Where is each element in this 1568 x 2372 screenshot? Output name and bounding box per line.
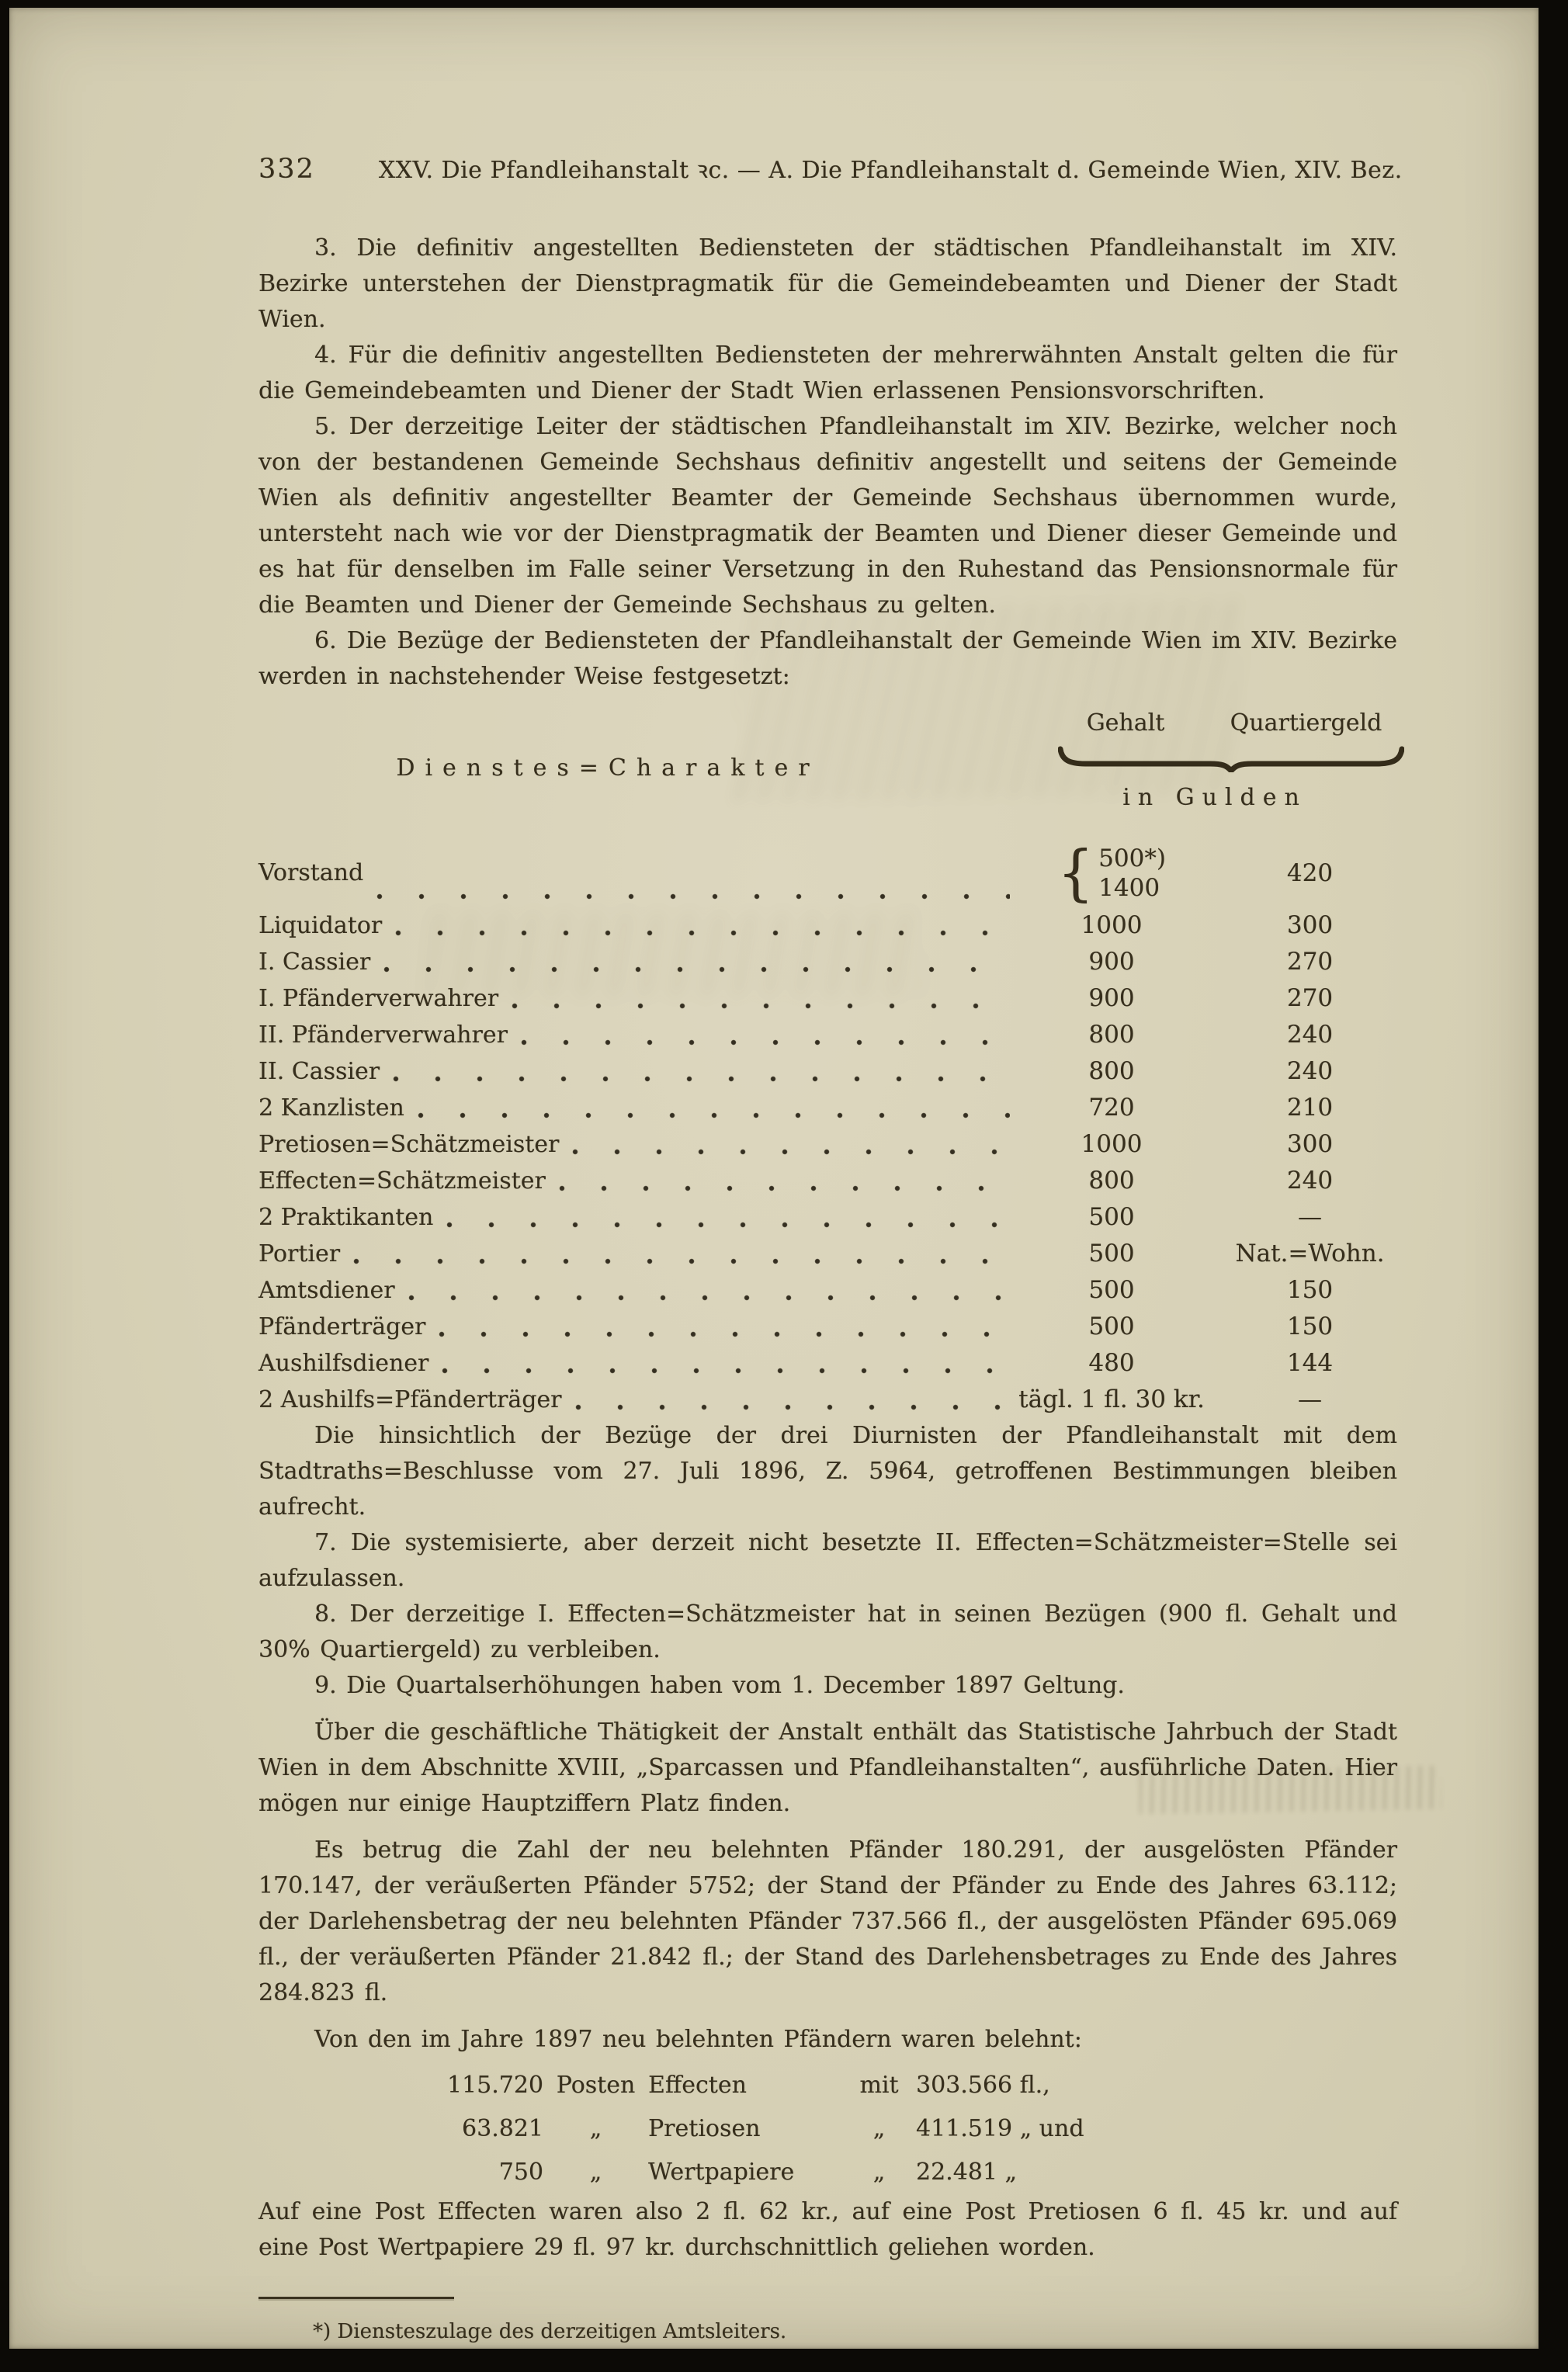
quartiergeld-cell: 240: [1286, 1021, 1334, 1049]
belehnt-list: [258, 2064, 1397, 2194]
row-title: I. Pfänderverwahrer: [258, 985, 499, 1012]
row-title: 2 Aushilfs=Pfänderträger: [258, 1386, 562, 1413]
gehalt-cell: 720: [1088, 1094, 1135, 1122]
dot-leader: [558, 1184, 1010, 1193]
salary-table-rows: [258, 839, 1397, 1418]
table-row: [258, 1309, 1397, 1345]
row-title: Liquidator: [258, 912, 383, 939]
table-row: [258, 1163, 1397, 1199]
quartiergeld-cell: 210: [1286, 1094, 1334, 1122]
paragraph-6: 6. Die Bezüge der Bediensteten der Pfandleihanstalt der Gemeinde Wien im XIV. Bezirke werden in nachstehender Weise festgesetzt:: [258, 627, 1397, 690]
belehnt-amount: 303.566 fl.,: [916, 2072, 1050, 2099]
quartiergeld-cell: 420: [1286, 859, 1334, 887]
running-header: [258, 151, 1403, 189]
row-title: Pretiosen=Schätzmeister: [258, 1131, 560, 1158]
underbrace-glyph: [1058, 744, 1404, 772]
paragraph-5: 5. Der derzeitige Leiter der städtischen Pfandleihanstalt im XIV. Bezirke, welcher noch von der bestandenen Gemeinde Sechshaus definitiv angestellt und seitens der Gemeinde Wien als definitiv angestellter Beamter der Gemeinde Sechshaus übernommen wurde, untersteht nach wie vor der Dienstpragmatik der Beamten und Diener dieser Gemeinde und es hat für denselben im Falle seiner Versetzung in den Ruhestand das Pensionsnormale für die Beamten und Diener der Gemeinde Sechshaus zu gelten.: [258, 413, 1397, 619]
table-row: [258, 1382, 1397, 1418]
row-title: Amtsdiener: [258, 1277, 395, 1304]
table-row: [258, 1236, 1397, 1272]
row-title: 2 Praktikanten: [258, 1204, 434, 1231]
belehnt-sep1: „: [589, 2115, 602, 2142]
page-content: [258, 151, 1403, 2346]
row-title: 2 Kanzlisten: [258, 1094, 404, 1122]
belehnt-name: Effecten: [648, 2072, 747, 2099]
dot-leader: [511, 1001, 1010, 1011]
paragraph-4: 4. Für die definitiv angestellten Bediensteten der mehrerwähnten Anstalt gelten die für die Gemeindebeamten und Diener der Stadt Wien erlassenen Pensionsvorschriften.: [258, 342, 1397, 404]
paragraph-jahrbuch: Über die geschäftliche Thätigkeit der Anstalt enthält das Statistische Jahrbuch der Stadt Wien in dem Abschnitte XVIII, „Sparcassen und Pfandleihanstalten“, ausführliche Daten. Hier mögen nur einige Hauptziffern Platz finden.: [258, 1718, 1397, 1817]
table-row: [258, 839, 1397, 907]
table-row: [258, 1090, 1397, 1126]
quartiergeld-cell: 300: [1286, 911, 1334, 939]
paragraph-8: 8. Der derzeitige I. Effecten=Schätzmeister hat in seinen Bezügen (900 fl. Gehalt und 30% Quartiergeld) zu verbleiben.: [258, 1600, 1397, 1663]
footnote-rule: [258, 2297, 454, 2299]
dot-leader: [417, 1111, 1010, 1120]
row-title: II. Pfänderverwahrer: [258, 1021, 508, 1049]
dot-leader: [574, 1403, 1010, 1412]
table-row: [258, 1126, 1397, 1163]
quartiergeld-cell: 240: [1286, 1057, 1334, 1085]
table-row: [258, 907, 1397, 944]
table-row: [258, 1017, 1397, 1053]
quartiergeld-cell: 300: [1286, 1130, 1334, 1158]
paragraph-7: 7. Die systemisierte, aber derzeit nicht besetzte II. Effecten=Schätzmeister=Stelle sei aufzulassen.: [258, 1529, 1397, 1592]
salary-table-header: [258, 699, 1397, 837]
table-row: [258, 1272, 1397, 1309]
belehnt-amount: 411.519 „ und: [916, 2115, 1084, 2142]
dot-leader: [441, 1366, 1010, 1375]
quartiergeld-cell: —: [1298, 1385, 1322, 1413]
gehalt-cell: 480: [1088, 1349, 1135, 1377]
table-row: [258, 1345, 1397, 1382]
belehnt-sep2: „: [872, 2115, 886, 2142]
quartiergeld-cell: 270: [1286, 948, 1334, 976]
gehalt-cell: 800: [1088, 1021, 1135, 1049]
column-header-dienstes-charakter: Dienstes=Charakter: [396, 754, 820, 782]
belehnt-sep1: „: [589, 2159, 602, 2186]
row-title: II. Cassier: [258, 1058, 380, 1085]
row-title: I. Cassier: [258, 948, 371, 976]
gehalt-value-bottom: 1400: [1098, 874, 1160, 902]
gehalt-cell: 500: [1088, 1203, 1135, 1231]
gehalt-cell: 500: [1088, 1276, 1135, 1304]
belehnt-sep2: „: [872, 2159, 886, 2186]
gehalt-cell: tägl. 1 fl. 30 kr.: [1018, 1385, 1205, 1413]
footnote-area: [258, 2297, 1397, 2346]
belehnt-sep1: Posten: [556, 2072, 636, 2099]
gehalt-cell: 500: [1088, 1240, 1135, 1267]
belehnt-qty: 63.821: [462, 2115, 543, 2142]
column-header-gehalt: Gehalt: [1086, 709, 1165, 737]
gehalt-value-top: 500*): [1098, 844, 1166, 872]
belehnt-qty: 750: [498, 2159, 543, 2186]
dot-leader: [352, 1257, 1010, 1266]
paragraph-3: 3. Die definitiv angestellten Bediensteten der städtischen Pfandleihanstalt im XIV. Bezirke unterstehen der Dienstpragmatik für die Gemeindebeamten und Diener der Stadt Wien.: [258, 234, 1397, 333]
dot-leader: [392, 1074, 1010, 1084]
belehnt-qty: 115.720: [446, 2072, 543, 2099]
dot-leader: [571, 1147, 1010, 1157]
gehalt-cell: 800: [1088, 1167, 1135, 1195]
belehnt-amount: 22.481 „: [916, 2159, 1018, 2186]
dot-leader: [376, 892, 1010, 901]
column-header-quartiergeld: Quartiergeld: [1230, 709, 1382, 737]
gehalt-cell: 1000: [1081, 1130, 1143, 1158]
footnote-text: *) Diensteszulage des derzeitigen Amtsleiters.: [313, 2320, 787, 2343]
running-title: XXV. Die Pfandleihanstalt ꝛc. — A. Die Pfandleihanstalt d. Gemeinde Wien, XIV. Bez.: [378, 157, 1403, 184]
belehnt-line: [258, 2151, 1397, 2194]
quartiergeld-cell: 270: [1286, 984, 1334, 1012]
table-row: [258, 944, 1397, 980]
quartiergeld-cell: 150: [1286, 1276, 1334, 1304]
paragraph-durchschnitt: Auf eine Post Effecten waren also 2 fl. 62 kr., auf eine Post Pretiosen 6 fl. 45 kr. und auf eine Post Wertpapiere 29 fl. 97 kr. durchschnittlich geliehen worden.: [258, 2198, 1397, 2261]
dot-leader: [520, 1038, 1010, 1047]
belehnt-name: Wertpapiere: [648, 2159, 795, 2186]
dot-leader: [446, 1220, 1010, 1229]
gehalt-cell: 800: [1088, 1057, 1135, 1085]
paragraph-9: 9. Die Quartalserhöhungen haben vom 1. December 1897 Geltung.: [314, 1672, 1125, 1699]
table-row: [258, 1199, 1397, 1236]
paragraph-diurnisten: Die hinsichtlich der Bezüge der drei Diurnisten der Pfandleihanstalt mit dem Stadtraths=Beschlusse vom 27. Juli 1896, Z. 5964, getroffenen Bestimmungen bleiben aufrecht.: [258, 1422, 1397, 1521]
gehalt-cell: 900: [1088, 984, 1135, 1012]
gehalt-cell: 1000: [1081, 911, 1143, 939]
belehnt-line: [258, 2107, 1397, 2151]
quartiergeld-cell: 144: [1286, 1349, 1334, 1377]
dot-leader: [408, 1293, 1010, 1302]
row-title: Aushilfsdiener: [258, 1350, 429, 1377]
row-title: Effecten=Schätzmeister: [258, 1167, 546, 1195]
quartiergeld-cell: 150: [1286, 1313, 1334, 1340]
dot-leader: [438, 1330, 1010, 1339]
quartiergeld-cell: 240: [1286, 1167, 1334, 1195]
row-title: Portier: [258, 1240, 341, 1267]
dot-leader: [394, 928, 1010, 938]
quartiergeld-cell: Nat.=Wohn.: [1235, 1240, 1385, 1267]
dot-leader: [383, 965, 1010, 974]
row-title: Vorstand: [258, 859, 364, 886]
gehalt-cell: 900: [1088, 948, 1135, 976]
page-number: 332: [258, 154, 315, 185]
paragraph-zahlen: Es betrug die Zahl der neu belehnten Pfänder 180.291, der ausgelösten Pfänder 170.147, der veräußerten Pfänder 5752; der Stand der Pfänder zu Ende des Jahres 63.112; der Darlehensbetrag der neu belehnten Pfänder 737.566 fl., der ausgelösten Pfänder 695.069 fl., der veräußerten Pfänder 21.842 fl.; der Stand des Darlehensbetrages zu Ende des Jahres 284.823 fl.: [258, 1836, 1397, 2006]
table-row: [258, 1053, 1397, 1090]
table-row: [258, 980, 1397, 1017]
gehalt-cell: [1015, 837, 1209, 909]
left-brace-glyph: {: [1057, 837, 1094, 909]
gehalt-cell: 500: [1088, 1313, 1135, 1340]
quartiergeld-cell: —: [1298, 1203, 1322, 1231]
book-page: [9, 8, 1539, 2349]
row-title: Pfänderträger: [258, 1313, 426, 1340]
belehnt-sep2: mit: [859, 2072, 899, 2099]
belehnt-line: [258, 2064, 1397, 2107]
paragraph-belehnt-intro: Von den im Jahre 1897 neu belehnten Pfändern waren belehnt:: [314, 2026, 1082, 2053]
belehnt-name: Pretiosen: [648, 2115, 761, 2142]
unit-label: in Gulden: [1122, 784, 1307, 811]
